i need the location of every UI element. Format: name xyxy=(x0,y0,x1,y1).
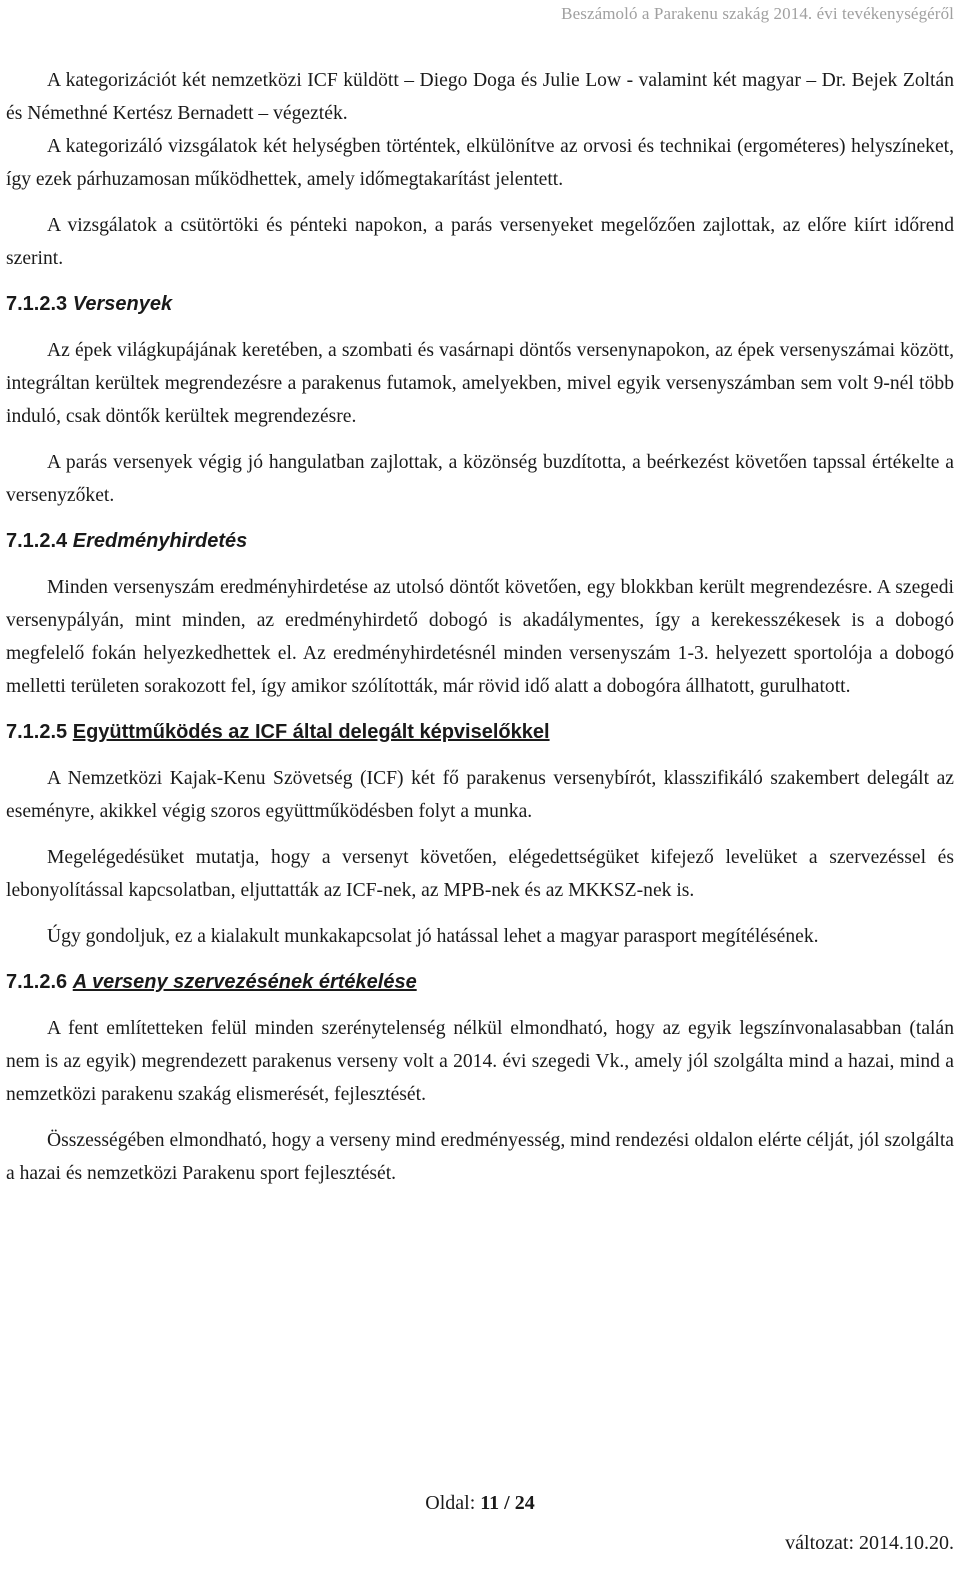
page-total: 24 xyxy=(514,1492,535,1514)
section-title: A verseny szervezésének értékelése xyxy=(72,971,417,993)
section-number: 7.1.2.4 xyxy=(6,530,68,552)
version-label: változat: 2014.10.20. xyxy=(785,1532,954,1554)
section-number: 7.1.2.5 xyxy=(6,721,68,743)
paragraph-categorization-staff: A kategorizációt két nemzetközi ICF küldött – Diego Doga és Julie Low - valamint két magyar – Dr. Bejek Zoltán és Némethné Kertész Bernadett – végezték. xyxy=(6,70,954,124)
page-number xyxy=(0,1492,960,1515)
section-heading-awards xyxy=(6,525,954,558)
paragraph-summary: Összességében elmondható, hogy a verseny mind eredményesség, mind rendezési oldalon elérte célját, jól szolgálta a hazai és nemzetközi Parakenu sport fejlesztését. xyxy=(6,1130,954,1184)
page-content xyxy=(6,64,954,1190)
page-label: Oldal: xyxy=(425,1492,476,1514)
section-heading-evaluation xyxy=(6,966,954,999)
running-header: Beszámoló a Parakenu szakág 2014. évi tevékenységéről xyxy=(561,4,954,23)
paragraph-atmosphere: A parás versenyek végig jó hangulatban zajlottak, a közönség buzdította, a beérkezést követően tapssal értékelte a versenyzőket. xyxy=(6,452,954,506)
paragraph-icf-delegates: A Nemzetközi Kajak-Kenu Szövetség (ICF) két fő parakenus versenybírót, klasszifikáló szakembert delegált az eseményre, akikkel végig szoros együttműködésben folyt a munka. xyxy=(6,768,954,822)
section-heading-races xyxy=(6,288,954,321)
paragraph-award-ceremony: Minden versenyszám eredményhirdetése az utolsó döntőt követően, egy blokkban került megrendezésre. A szegedi versenypályán, mint minden, az eredményhirdető dobogó is akadálymentes, így a kerekesszékesek is a dobogó megfelelő fokán helyezkedhettek el. Az eredményhirdetésnél minden versenyszám 1-3. helyezett sportolója a dobogó melletti területen sorakozott fel, így amikor szólították, már rövid idő alatt a dobogóra állhatott, gurulhatott. xyxy=(6,577,954,697)
paragraph-evaluation: A fent említetteken felül minden szerénytelenség nélkül elmondható, hogy az egyik legszínvonalasabban (talán nem is az egyik) megrendezett parakenus verseny volt a 2014. évi szegedi Vk., amely jól szolgálta mind a hazai, mind a nemzetközi parakenu szakág elismerését, fejlesztését. xyxy=(6,1018,954,1105)
section-title: Együttműködés az ICF által delegált képviselőkkel xyxy=(72,721,550,743)
paragraph-world-cup: Az épek világkupájának keretében, a szombati és vasárnapi döntős versenynapokon, az épek versenyszámai között, integráltan kerültek megrendezésre a parakenus futamok, amelyekben, mivel egyik versenyszámban sem volt 9-nél több induló, csak döntők kerültek megrendezésre. xyxy=(6,340,954,427)
section-heading-icf-cooperation xyxy=(6,716,954,749)
page-current: 11 xyxy=(480,1492,500,1514)
section-title: Versenyek xyxy=(72,293,173,315)
paragraph-working-relationship: Úgy gondoljuk, ez a kialakult munkakapcsolat jó hatással lehet a magyar parasport megítélésének. xyxy=(47,926,819,947)
section-title: Eredményhirdetés xyxy=(72,530,248,552)
paragraph-exam-schedule: A vizsgálatok a csütörtöki és pénteki napokon, a parás versenyeket megelőzően zajlottak, az előre kiírt időrend szerint. xyxy=(6,215,954,269)
page-separator: / xyxy=(504,1492,510,1514)
section-number: 7.1.2.3 xyxy=(6,293,68,315)
section-number: 7.1.2.6 xyxy=(6,971,68,993)
paragraph-categorization-locations: A kategorizáló vizsgálatok két helységben történtek, elkülönítve az orvosi és technikai (ergométeres) helyszíneket, így ezek párhuzamosan működhettek, amely időmegtakarítást jelentett. xyxy=(6,136,954,190)
paragraph-satisfaction-letter: Megelégedésüket mutatja, hogy a versenyt követően, elégedettségüket kifejező levelüket a szervezéssel és lebonyolítással kapcsolatban, eljuttatták az ICF-nek, az MPB-nek és az MKKSZ-nek is. xyxy=(6,847,954,901)
